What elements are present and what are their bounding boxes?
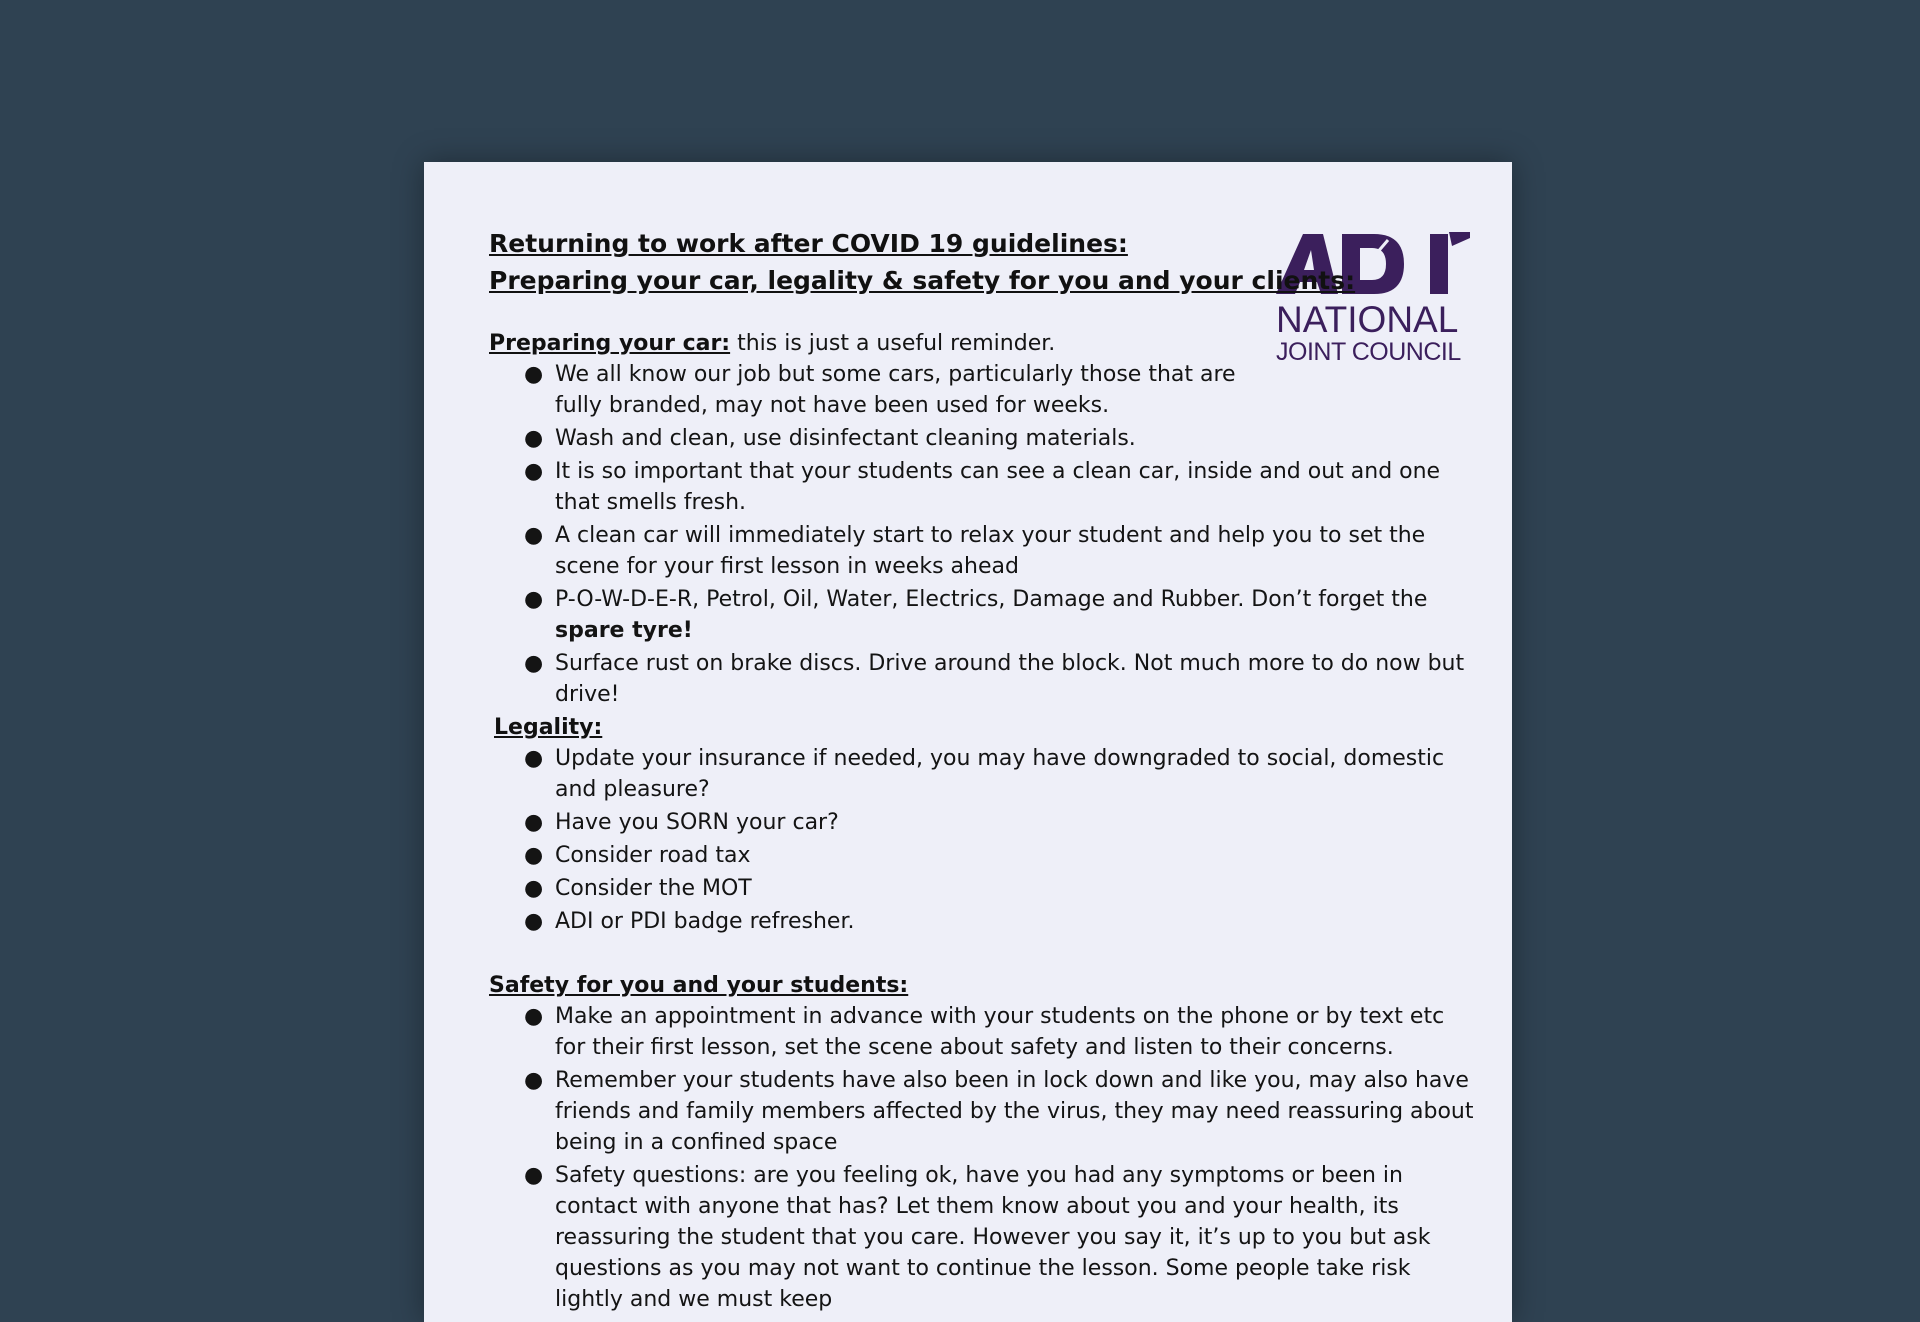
list-item-text: We all know our job but some cars, particularly those that are fully branded, may not have been used for weeks.: [555, 362, 1236, 418]
document-page: [424, 162, 1512, 1322]
bullet: ●: [524, 1163, 544, 1188]
list-item-text-plain: P-O-W-D-E-R, Petrol, Oil, Water, Electrics, Damage and Rubber. Don’t forget the: [555, 587, 1428, 612]
list-item-text: Wash and clean, use disinfectant cleaning materials.: [555, 426, 1136, 451]
bullet: ●: [524, 1068, 544, 1093]
list-item: [489, 1160, 1479, 1315]
list-item: [489, 1001, 1479, 1063]
list-item-text: [555, 587, 1427, 643]
list-item-text: It is so important that your students can see a clean car, inside and out and one that smells fresh.: [555, 459, 1441, 515]
document-title-line-2: Preparing your car, legality & safety for you and your clients:: [489, 266, 1356, 295]
bullet: ●: [524, 810, 544, 835]
logo-text-joint-council: JOINT COUNCIL: [1276, 338, 1461, 366]
list-item-text: Consider the MOT: [555, 876, 752, 901]
bullet: ●: [524, 843, 544, 868]
document-title-line-1: Returning to work after COVID 19 guidelines:: [489, 229, 1128, 258]
list-item-text: ADI or PDI badge refresher.: [555, 909, 855, 934]
safety-list: [489, 1001, 1479, 1315]
bullet: ●: [524, 909, 544, 934]
bullet: ●: [524, 523, 544, 548]
bullet: ●: [524, 587, 544, 612]
bullet: ●: [524, 362, 544, 387]
list-item-text: Safety questions: are you feeling ok, have you had any symptoms or been in contact with anyone that has? Let them know about you and your health, its reassuring the student that you care. However you say it, it’s up to you but ask questions as you may not want to continue the lesson. Some people take risk lightly and we must keep: [555, 1163, 1431, 1312]
safety-heading-row: [489, 970, 1479, 1001]
section-heading-preparing-car: Preparing your car:: [489, 331, 731, 356]
list-item: [489, 456, 1479, 518]
list-item-text: Make an appointment in advance with your students on the phone or by text etc for their first lesson, set the scene about safety and listen to their concerns.: [555, 1004, 1445, 1060]
section-spacer: [489, 939, 1479, 970]
list-item: [489, 906, 1479, 937]
preparing-car-intro-text: this is just a useful reminder.: [730, 331, 1056, 356]
list-item: [489, 743, 1479, 805]
section-heading-safety: Safety for you and your students:: [489, 973, 909, 998]
bullet: ●: [524, 459, 544, 484]
list-item-text: Update your insurance if needed, you may have downgraded to social, domestic and pleasure?: [555, 746, 1445, 802]
document-body: [489, 225, 1479, 1317]
list-item: [489, 840, 1479, 871]
list-item: [489, 423, 1479, 454]
list-item: [489, 807, 1479, 838]
section-heading-legality: Legality:: [494, 715, 603, 740]
legality-list: [489, 743, 1479, 937]
list-item-text: Have you SORN your car?: [555, 810, 839, 835]
logo-text-national: NATIONAL: [1276, 299, 1459, 340]
list-item-text: Consider road tax: [555, 843, 751, 868]
legality-heading-row: [489, 712, 1479, 743]
list-item: [489, 520, 1479, 582]
list-item-text: A clean car will immediately start to relax your student and help you to set the scene for your first lesson in weeks ahead: [555, 523, 1426, 579]
list-item: [489, 648, 1479, 710]
list-item: [489, 873, 1479, 904]
bullet: ●: [524, 746, 544, 771]
list-item: [489, 359, 1479, 421]
preparing-car-intro: [489, 328, 1479, 359]
bullet: ●: [524, 876, 544, 901]
bullet: ●: [524, 651, 544, 676]
bullet: ●: [524, 1004, 544, 1029]
preparing-car-list: [489, 359, 1479, 710]
list-item-text-bold: spare tyre!: [555, 618, 693, 643]
list-item-text: Remember your students have also been in lock down and like you, may also have friends and family members affected by the virus, they may need reassuring about being in a confined space: [555, 1068, 1474, 1155]
list-item-text: Surface rust on brake discs. Drive around the block. Not much more to do now but drive!: [555, 651, 1465, 707]
list-item: [489, 584, 1479, 646]
list-item: [489, 1065, 1479, 1158]
bullet: ●: [524, 426, 544, 451]
